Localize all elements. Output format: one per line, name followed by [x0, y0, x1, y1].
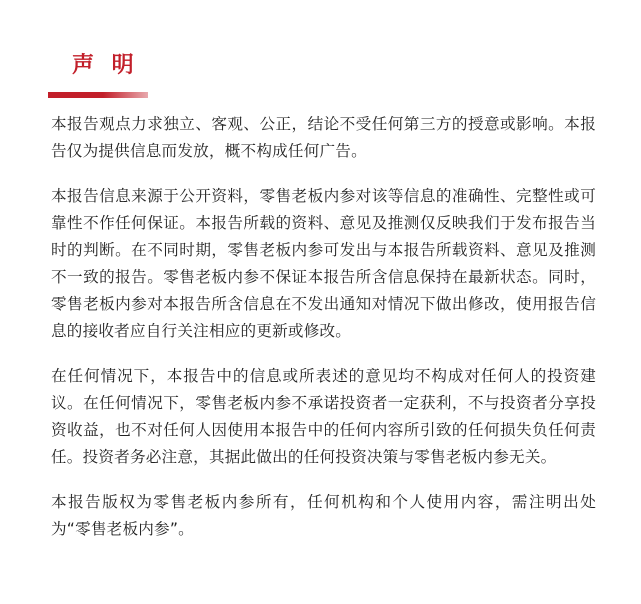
declaration-header	[48, 52, 148, 98]
paragraph-independence: 本报告观点力求独立、客观、公正，结论不受任何第三方的授意或影响。本报告仅为提供信息而发放，概不构成任何广告。	[51, 115, 596, 160]
declaration-body	[51, 111, 596, 561]
title-underline	[48, 92, 148, 98]
page-title: 声 明	[72, 53, 139, 78]
paragraph-investment-disclaimer: 在任何情况下，本报告中的信息或所表述的意见均不构成对任何人的投资建议。在任何情况下，零售老板内参不承诺投资者一定获利，不与投资者分享投资收益，也不对任何人因使用本报告中的任何内容所引致的任何损失负任何责任。投资者务必注意，其据此做出的任何投资决策与零售老板内参无关。	[51, 367, 596, 466]
paragraph-sources: 本报告信息来源于公开资料，零售老板内参对该等信息的准确性、完整性或可靠性不作任何保证。本报告所载的资料、意见及推测仅反映我们于发布报告当时的判断。在不同时期，零售老板内参可发出与本报告所载资料、意见及推测不一致的报告。零售老板内参不保证本报告所含信息保持在最新状态。同时，零售老板内参对本报告所含信息在不发出通知对情况下做出修改，使用报告信息的接收者应自行关注相应的更新或修改。	[51, 187, 596, 340]
paragraph-copyright: 本报告版权为零售老板内参所有，任何机构和个人使用内容，需注明出处为“零售老板内参”。	[51, 493, 596, 538]
